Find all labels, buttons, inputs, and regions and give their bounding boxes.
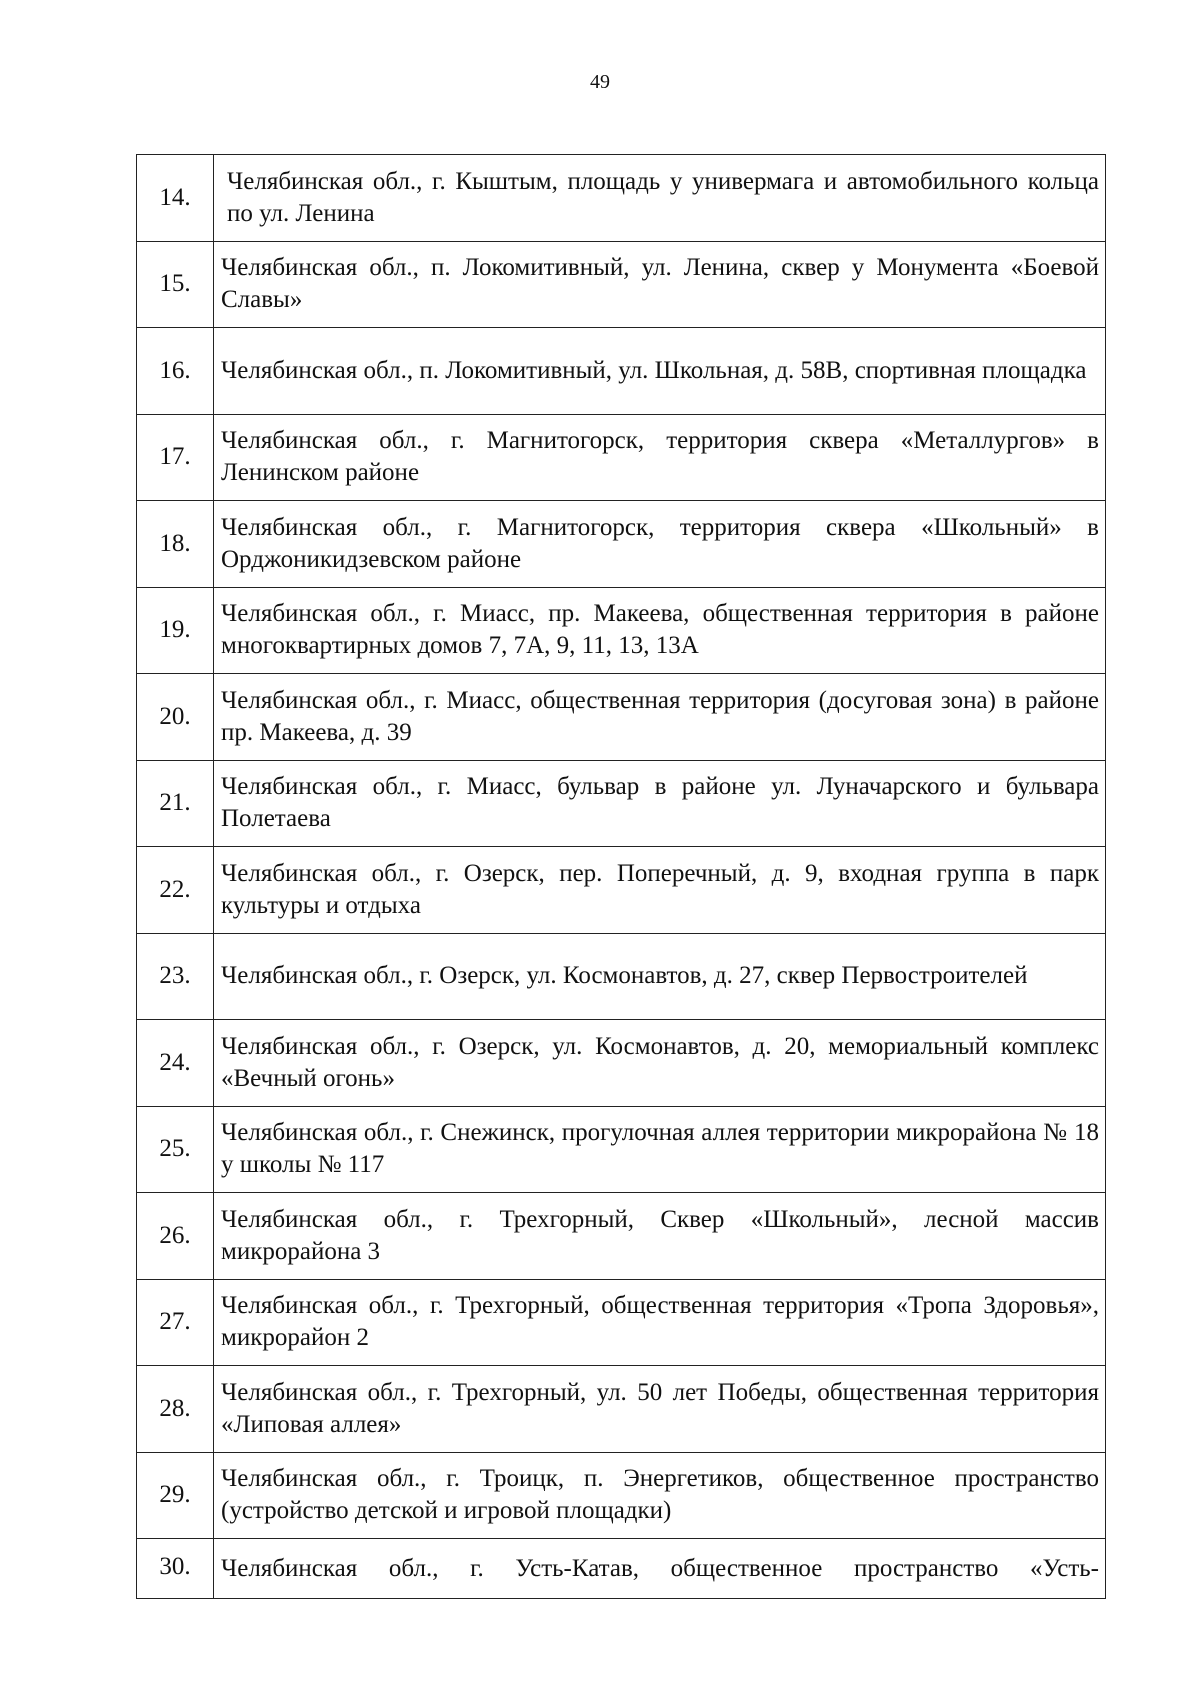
table-row xyxy=(137,1279,1106,1366)
row-number: 21. xyxy=(137,760,214,847)
row-address: Челябинская обл., г. Миасс, бульвар в районе ул. Луначарского и бульвара Полетаева xyxy=(214,760,1106,847)
table-row xyxy=(137,241,1106,328)
page-number: 49 xyxy=(590,71,610,93)
table-row xyxy=(137,328,1106,415)
row-number: 29. xyxy=(137,1452,214,1539)
row-number: 30. xyxy=(137,1539,214,1599)
table-row xyxy=(137,155,1106,242)
row-address: Челябинская обл., г. Озерск, ул. Космонавтов, д. 27, сквер Первостроителей xyxy=(214,933,1106,1020)
row-number: 25. xyxy=(137,1106,214,1193)
row-number: 17. xyxy=(137,414,214,501)
row-address: Челябинская обл., г. Миасс, пр. Макеева, общественная территория в районе многоквартирных домов 7, 7А, 9, 11, 13, 13А xyxy=(214,587,1106,674)
table-row xyxy=(137,1106,1106,1193)
row-number: 26. xyxy=(137,1193,214,1280)
row-number: 24. xyxy=(137,1020,214,1107)
row-number: 28. xyxy=(137,1366,214,1453)
table-row xyxy=(137,933,1106,1020)
row-number: 18. xyxy=(137,501,214,588)
row-address: Челябинская обл., г. Усть-Катав, общественное пространство «Усть- xyxy=(214,1539,1106,1599)
table-row xyxy=(137,1193,1106,1280)
row-address: Челябинская обл., п. Локомитивный, ул. Школьная, д. 58В, спортивная площадка xyxy=(214,328,1106,415)
table-row xyxy=(137,847,1106,934)
row-address: Челябинская обл., г. Троицк, п. Энергетиков, общественное пространство (устройство детской и игровой площадки) xyxy=(214,1452,1106,1539)
table-row xyxy=(137,587,1106,674)
table-row xyxy=(137,501,1106,588)
row-address: Челябинская обл., г. Магнитогорск, территория сквера «Металлургов» в Ленинском районе xyxy=(214,414,1106,501)
row-number: 23. xyxy=(137,933,214,1020)
row-address: Челябинская обл., г. Озерск, пер. Поперечный, д. 9, входная группа в парк культуры и отдыха xyxy=(214,847,1106,934)
table-row xyxy=(137,414,1106,501)
table-row xyxy=(137,1539,1106,1599)
table-row xyxy=(137,1366,1106,1453)
row-number: 27. xyxy=(137,1279,214,1366)
row-number: 16. xyxy=(137,328,214,415)
row-address: Челябинская обл., г. Миасс, общественная территория (досуговая зона) в районе пр. Макеева, д. 39 xyxy=(214,674,1106,761)
row-address: Челябинская обл., г. Трехгорный, общественная территория «Тропа Здоровья», микрорайон 2 xyxy=(214,1279,1106,1366)
row-number: 14. xyxy=(137,155,214,242)
row-address: Челябинская обл., г. Трехгорный, Сквер «Школьный», лесной массив микрорайона 3 xyxy=(214,1193,1106,1280)
row-address: Челябинская обл., п. Локомитивный, ул. Ленина, сквер у Монумента «Боевой Славы» xyxy=(214,241,1106,328)
table-row xyxy=(137,1020,1106,1107)
row-address: Челябинская обл., г. Снежинск, прогулочная аллея территории микрорайона № 18 у школы № 117 xyxy=(214,1106,1106,1193)
row-address: Челябинская обл., г. Магнитогорск, территория сквера «Школьный» в Орджоникидзевском районе xyxy=(214,501,1106,588)
table-row xyxy=(137,760,1106,847)
row-number: 20. xyxy=(137,674,214,761)
table-row xyxy=(137,674,1106,761)
row-address: Челябинская обл., г. Озерск, ул. Космонавтов, д. 20, мемориальный комплекс «Вечный огонь» xyxy=(214,1020,1106,1107)
locations-table xyxy=(136,154,1106,1599)
table-row xyxy=(137,1452,1106,1539)
row-number: 15. xyxy=(137,241,214,328)
row-number: 19. xyxy=(137,587,214,674)
row-address: Челябинская обл., г. Трехгорный, ул. 50 лет Победы, общественная территория «Липовая аллея» xyxy=(214,1366,1106,1453)
row-number: 22. xyxy=(137,847,214,934)
row-address: Челябинская обл., г. Кыштым, площадь у универмага и автомобильного кольца по ул. Ленина xyxy=(214,155,1106,242)
